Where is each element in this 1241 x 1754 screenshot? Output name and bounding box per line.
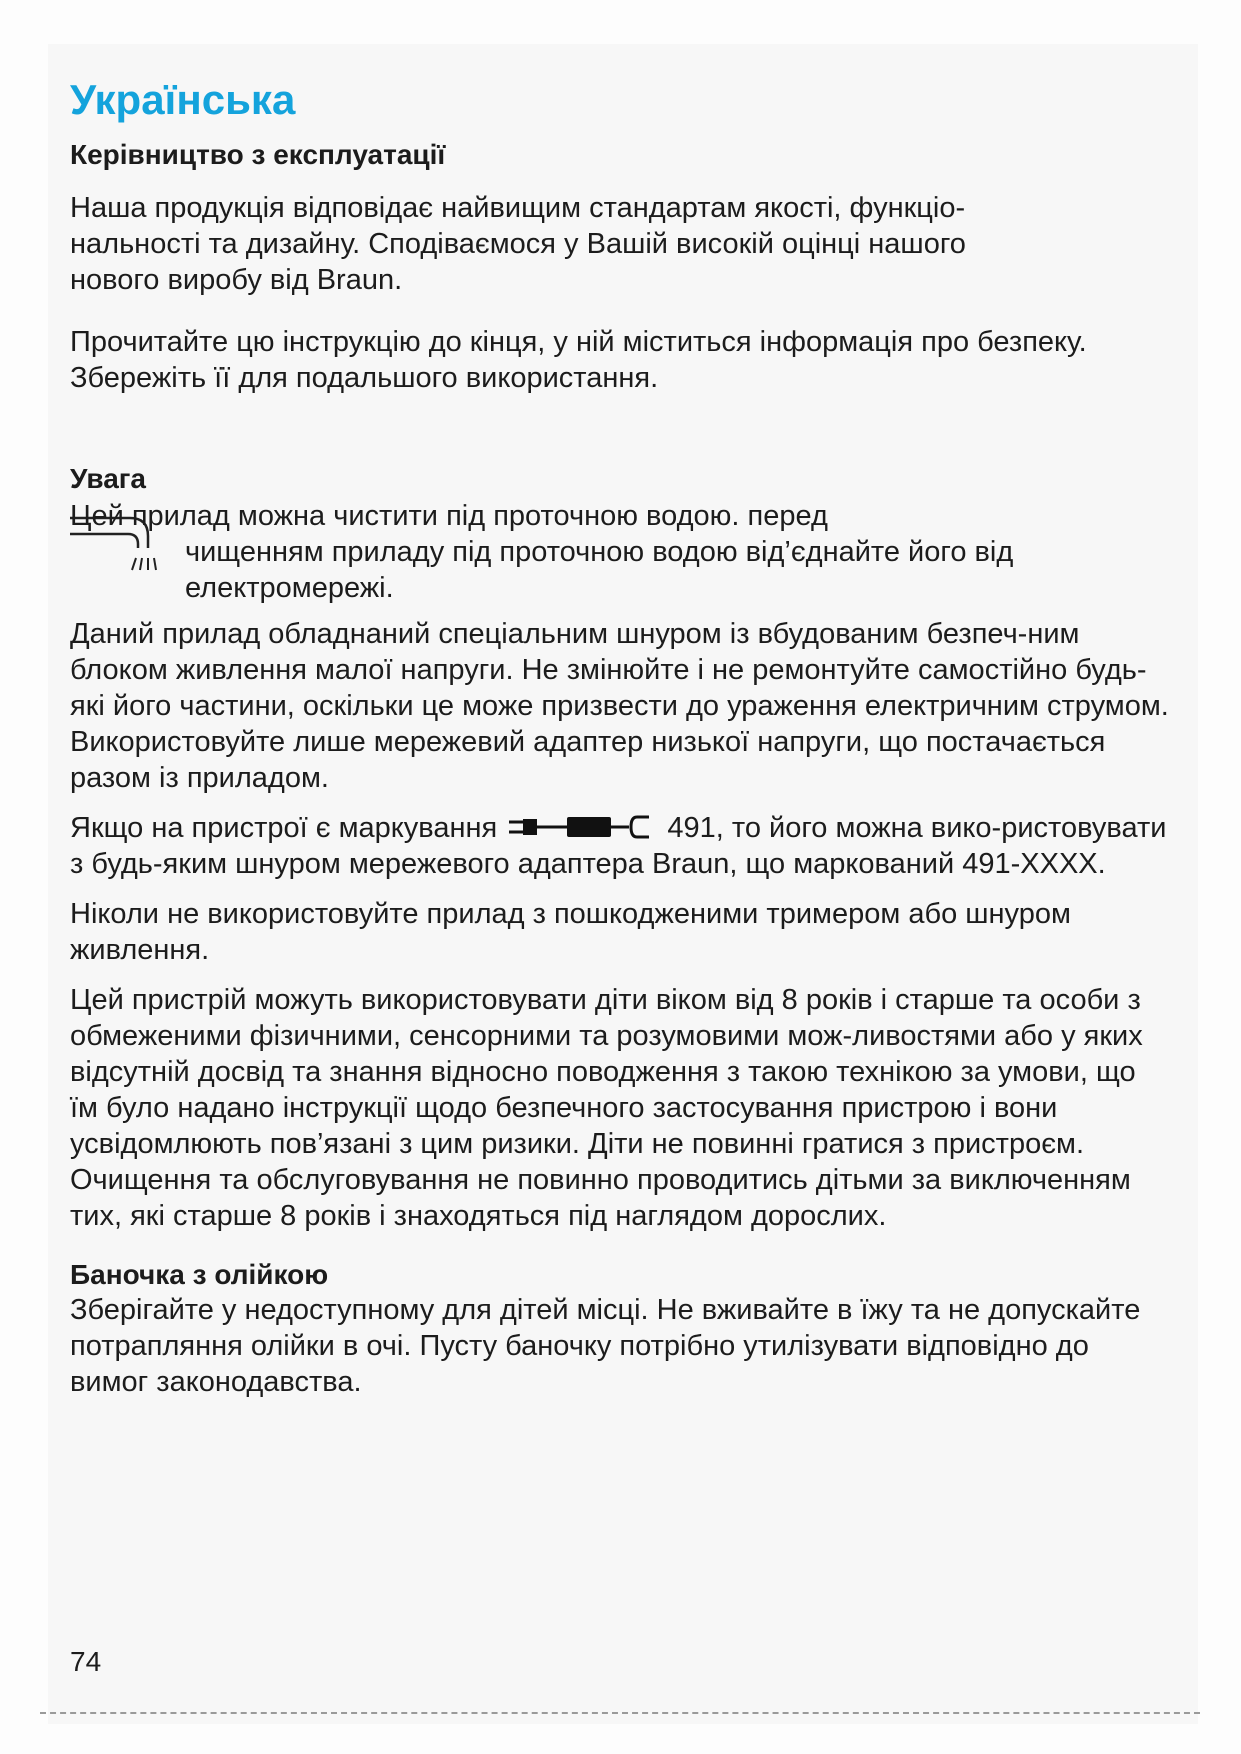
intro-line-1c: нового виробу від Braun.: [70, 264, 403, 296]
intro-paragraph-1: [70, 190, 1170, 298]
warning-line-1: Цей прилад можна чистити під проточною водою. перед: [70, 500, 828, 532]
children-paragraph: Цей пристрій можуть використовувати діти віком від 8 років і старше та особи з обмеженими фізичними, сенсорними та розумовими мож-ливостями або у яких відсутній досвід та знання відносно поводження з такою технікою за умови, що їм було надано інструкції щодо безпечного застосування пристрою і вони усвідомлюють пов’язані з цим ризики. Діти не повинні гратися з пристроєм. Очищення та обслуговування не повинно проводитись дітьми за виключенням тих, які старше 8 років і знаходяться під наглядом дорослих.: [70, 984, 1143, 1232]
cord-plug-icon: [507, 813, 657, 841]
warning-heading: Увага: [70, 463, 147, 494]
marking-text-after: 491, то його можна вико-ристовувати з будь-яким шнуром мережевого адаптера Braun, що маркований 491-XXXX.: [70, 812, 1167, 880]
marking-text-before: Якщо на пристрої є маркування: [70, 812, 498, 844]
oil-paragraph: Зберігайте у недоступному для дітей місці. Не вживайте в їжу та не допускайте потрапляння олійки в очі. Пусту баночку потрібно утилізувати відповідно до вимог законодавства.: [70, 1294, 1141, 1398]
warning-line-2: чищенням приладу під проточною водою від’єднайте його від електромережі.: [185, 536, 1014, 604]
intro-line-1b: нальності та дизайну. Сподіваємося у Вашій високій оцінці нашого: [70, 228, 966, 260]
oil-heading: Баночка з олійкою: [70, 1259, 329, 1290]
manual-subtitle: Керівництво з експлуатації: [70, 139, 446, 170]
page-number: 74: [70, 1646, 102, 1677]
marking-paragraph: [70, 810, 1170, 882]
never-use-paragraph: Ніколи не використовуйте прилад з пошкодженими тримером або шнуром живлення.: [70, 898, 1071, 966]
cord-paragraph: Даний прилад обладнаний спеціальним шнуром із вбудованим безпеч-ним блоком живлення малої напруги. Не змінюйте і не ремонтуйте самостійно будь-які його частини, оскільки це може призвести до ураження електричним струмом. Використовуйте лише мережевий адаптер низької напруги, що постачається разом із приладом.: [70, 618, 1169, 794]
language-title: Українська: [70, 76, 296, 123]
document-content: [70, 70, 1170, 1400]
bottom-divider: [40, 1712, 1200, 1714]
intro-paragraph-2: Прочитайте цю інструкцію до кінця, у ній міститься інформація про безпеку. Збережіть її для подальшого використання.: [70, 326, 1087, 394]
warning-water-block: [70, 498, 1170, 608]
intro-line-1a: Наша продукція відповідає найвищим стандартам якості, функціо-: [70, 192, 966, 224]
